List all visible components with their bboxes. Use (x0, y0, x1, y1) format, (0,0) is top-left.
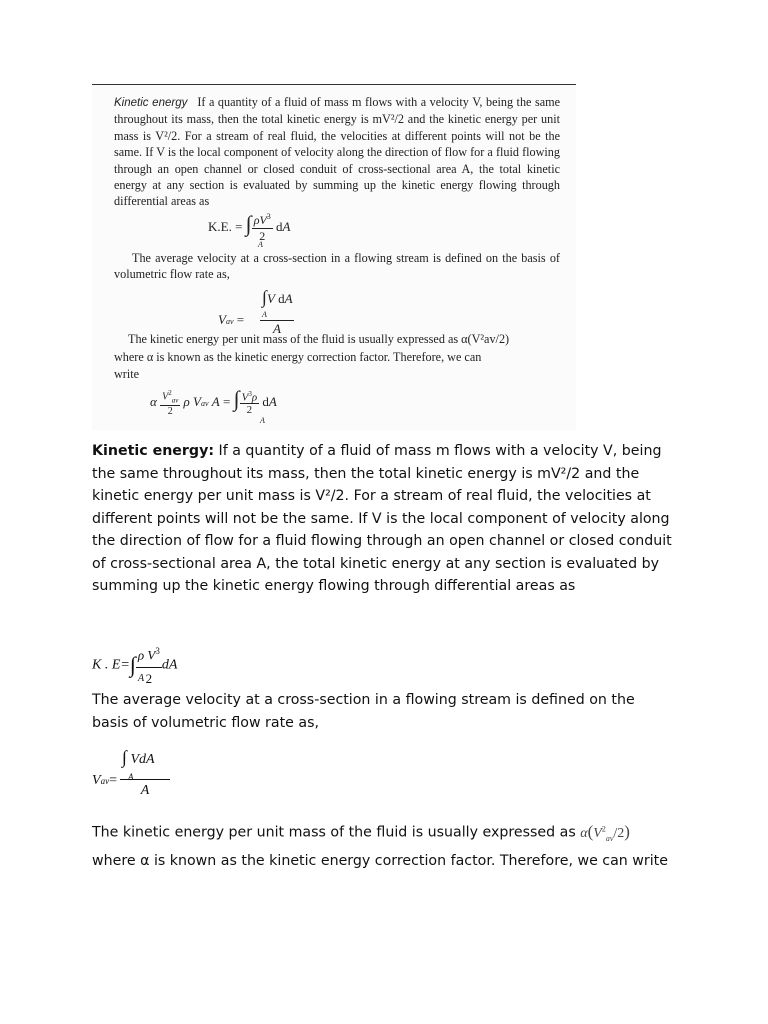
doc-inline-expression: $\alpha(V^2_{av}/2)$ (580, 821, 630, 843)
top-rule (92, 84, 576, 85)
scan-eq-average-velocity: ∫V dA A Vav = A (218, 287, 293, 336)
scan-heading: Kinetic energy (114, 97, 188, 109)
scan-eq1-lhs: K.E. = (208, 218, 243, 234)
scan-paragraph-3-line-3: write (114, 367, 140, 381)
scan-paragraph-1 (114, 94, 560, 210)
doc-heading: Kinetic energy: (92, 443, 214, 459)
scan-paragraph-3-line-1: The kinetic energy per unit mass of the fluid is usually expressed as α(V²av/2) (128, 332, 510, 346)
doc-paragraph-3-rest: where α is known as the kinetic energy correction factor. Therefore, we can write (92, 852, 668, 869)
doc-paragraph-1 (92, 440, 672, 598)
scan-paragraph-3-line-2: where α is known as the kinetic energy correction factor. Therefore, we can (114, 350, 482, 364)
scan-paragraph-1-text: If a quantity of a fluid of mass m flows with a velocity V, being the same throughout its mass, then the total kinetic energy is mV²/2 and the kinetic energy per unit mass is V²/2. For a stream of real fluid, the velocities at different points will not be the same. If V is the local component of velocity along the direction of flow for a fluid flowing through an open channel or closed conduit of cross-sectional area A, the total kinetic energy at any section is evaluated by summing up the kinetic energy flowing through differential areas as (114, 95, 560, 209)
scan-paragraph-2: The average velocity at a cross-section in a flowing stream is defined on the basis of volumetric flow rate as, (114, 251, 560, 282)
doc-eq-average-velocity: ∫ VdA A Vav= A (92, 746, 212, 806)
scan-eq-correction-factor: α $\frac{V^2_{av}}{2}$ ρ Vav A = ∫ $\frac{V^3\rho}{2}$ dA A (150, 386, 277, 425)
doc-paragraph-3-prefix: The kinetic energy per unit mass of the fluid is usually expressed as (92, 824, 576, 841)
doc-eq-kinetic-energy: K . E=∫ $\frac{\rho V^3}{2}$ dA A (92, 640, 177, 690)
doc-eq1-lhs: K . E= (92, 657, 130, 673)
doc-paragraph-1-text: If a quantity of a fluid of mass m flows with a velocity V, being the same throughout its mass, then the total kinetic energy is mV²/2 and the kinetic energy per unit mass is V²/2. For a stream of real fluid, the velocities at different points will not be the same. If V is the local component of velocity along the direction of flow for a fluid flowing through an open channel or closed conduit of cross-sectional area A, the total kinetic energy at any section is evaluated by summing up the kinetic energy flowing through differential areas as (92, 443, 672, 594)
doc-paragraph-3 (92, 818, 672, 872)
scan-eq-kinetic-energy: K.E. = ∫ $\frac{\rho V^3}{2}$ dA A (208, 210, 291, 249)
scanned-excerpt (92, 84, 576, 430)
doc-paragraph-2: The average velocity at a cross-section in a flowing stream is defined on the basis of volumetric flow rate as, (92, 692, 635, 731)
